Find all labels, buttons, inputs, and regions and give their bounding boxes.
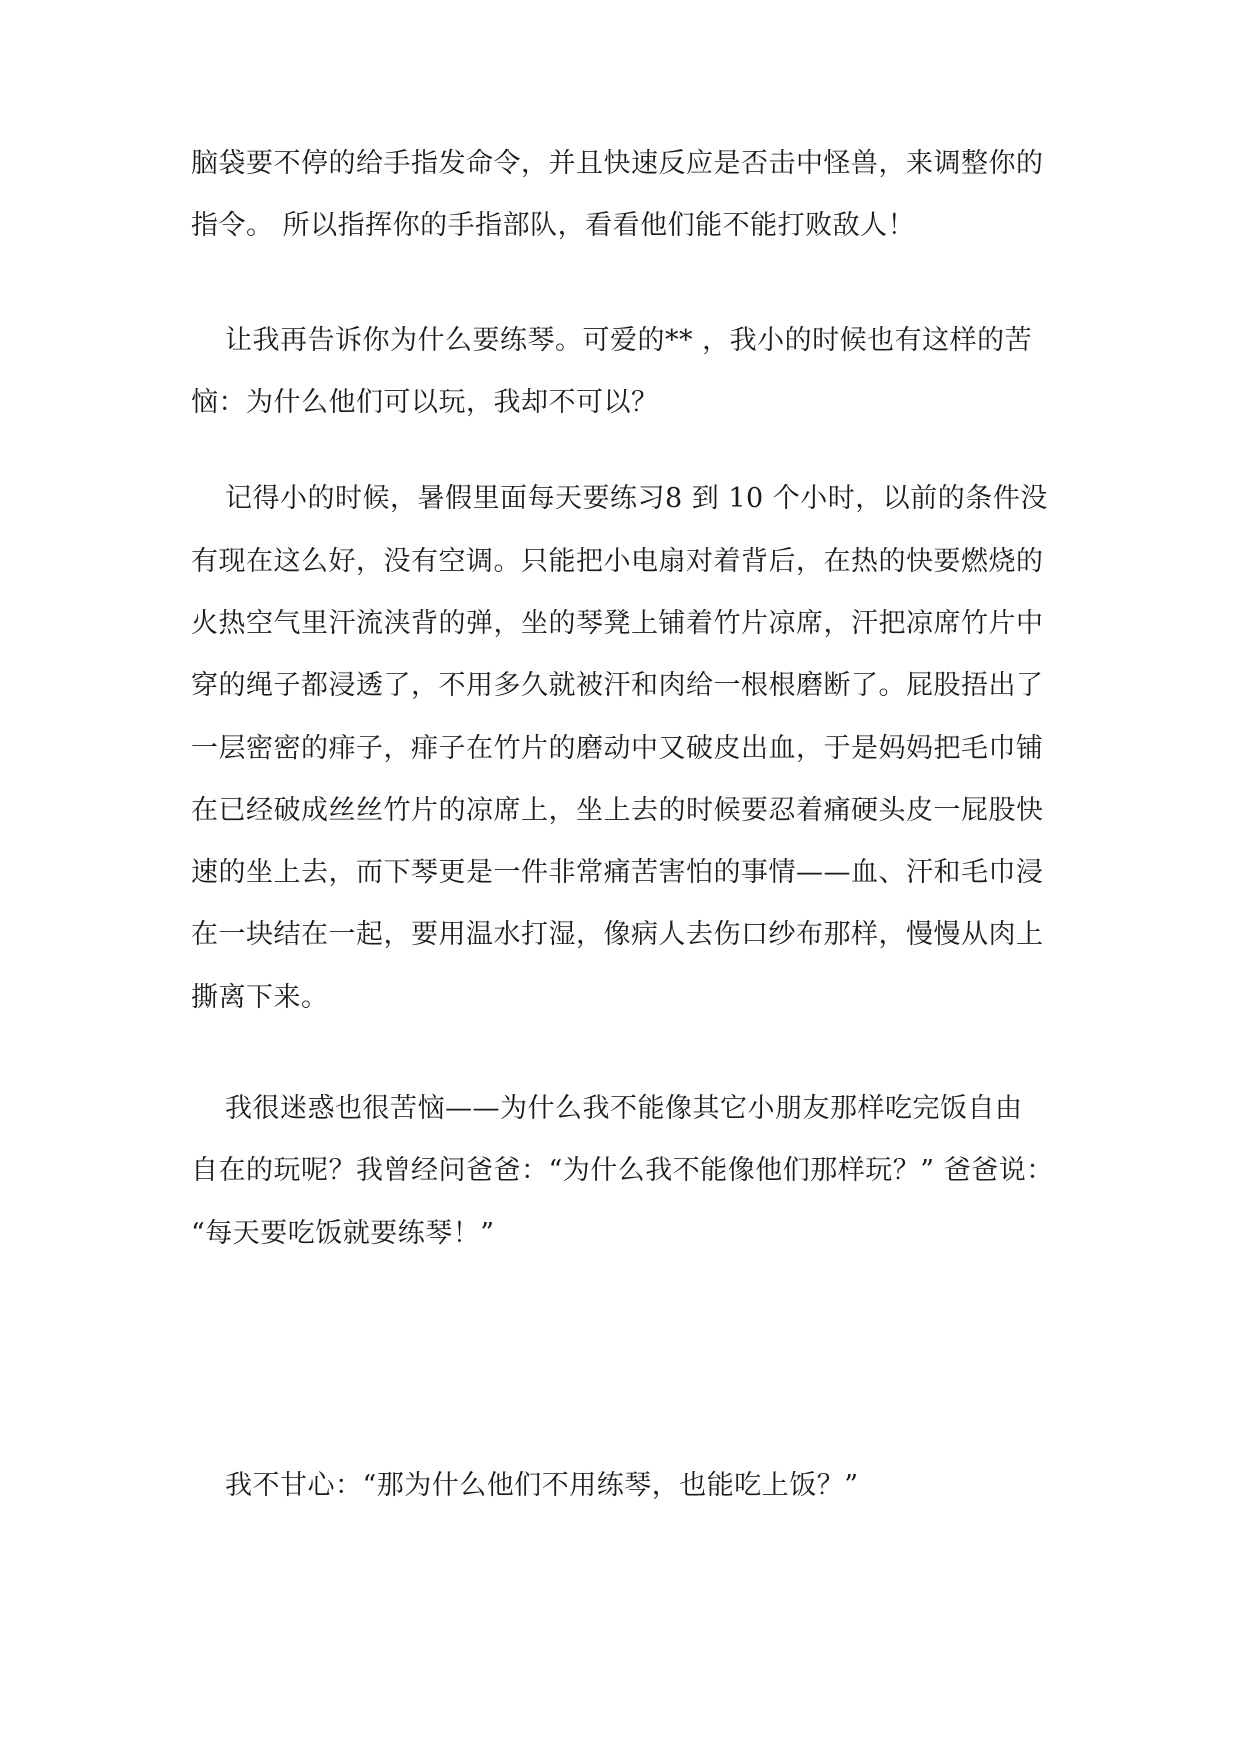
text-line: 撕离下来。 — [191, 982, 329, 1013]
paragraph-start-line: 记得小的时候，暑假里面每天要练习8 到 10 个小时，以前的条件没 — [225, 483, 1048, 514]
text-line: 脑袋要不停的给手指发命令，并且快速反应是否击中怪兽，来调整你的 — [191, 148, 1044, 179]
text-line: 速的坐上去，而下琴更是一件非常痛苦害怕的事情——血、汗和毛巾浸 — [191, 857, 1044, 888]
paragraph-start-line: 让我再告诉你为什么要练琴。可爱的** ，我小的时候也有这样的苦 — [225, 325, 1033, 356]
paragraph-start-line: 我不甘心：“那为什么他们不用练琴，也能吃上饭？” — [225, 1470, 859, 1501]
text-line: “每天要吃饭就要练琴！” — [191, 1218, 495, 1249]
text-line: 恼：为什么他们可以玩，我却不可以？ — [191, 387, 659, 418]
text-line: 火热空气里汗流浃背的弹，坐的琴凳上铺着竹片凉席，汗把凉席竹片中 — [191, 608, 1044, 639]
text-line: 指令。 所以指挥你的手指部队，看看他们能不能打败敌人！ — [191, 210, 916, 241]
text-line: 有现在这么好，没有空调。只能把小电扇对着背后，在热的快要燃烧的 — [191, 546, 1044, 577]
text-line: 一层密密的痱子，痱子在竹片的磨动中又破皮出血，于是妈妈把毛巾铺 — [191, 733, 1044, 764]
text-line: 在已经破成丝丝竹片的凉席上，坐上去的时候要忍着痛硬头皮一屁股快 — [191, 795, 1044, 826]
text-line: 穿的绳子都浸透了，不用多久就被汗和肉给一根根磨断了。屁股捂出了 — [191, 670, 1044, 701]
paragraph-start-line: 我很迷惑也很苦恼——为什么我不能像其它小朋友那样吃完饭自由 — [225, 1093, 1023, 1124]
text-line: 在一块结在一起，要用温水打湿，像病人去伤口纱布那样，慢慢从肉上 — [191, 919, 1044, 950]
text-line: 自在的玩呢？我曾经问爸爸：“为什么我不能像他们那样玩？” 爸爸说： — [191, 1155, 1054, 1186]
